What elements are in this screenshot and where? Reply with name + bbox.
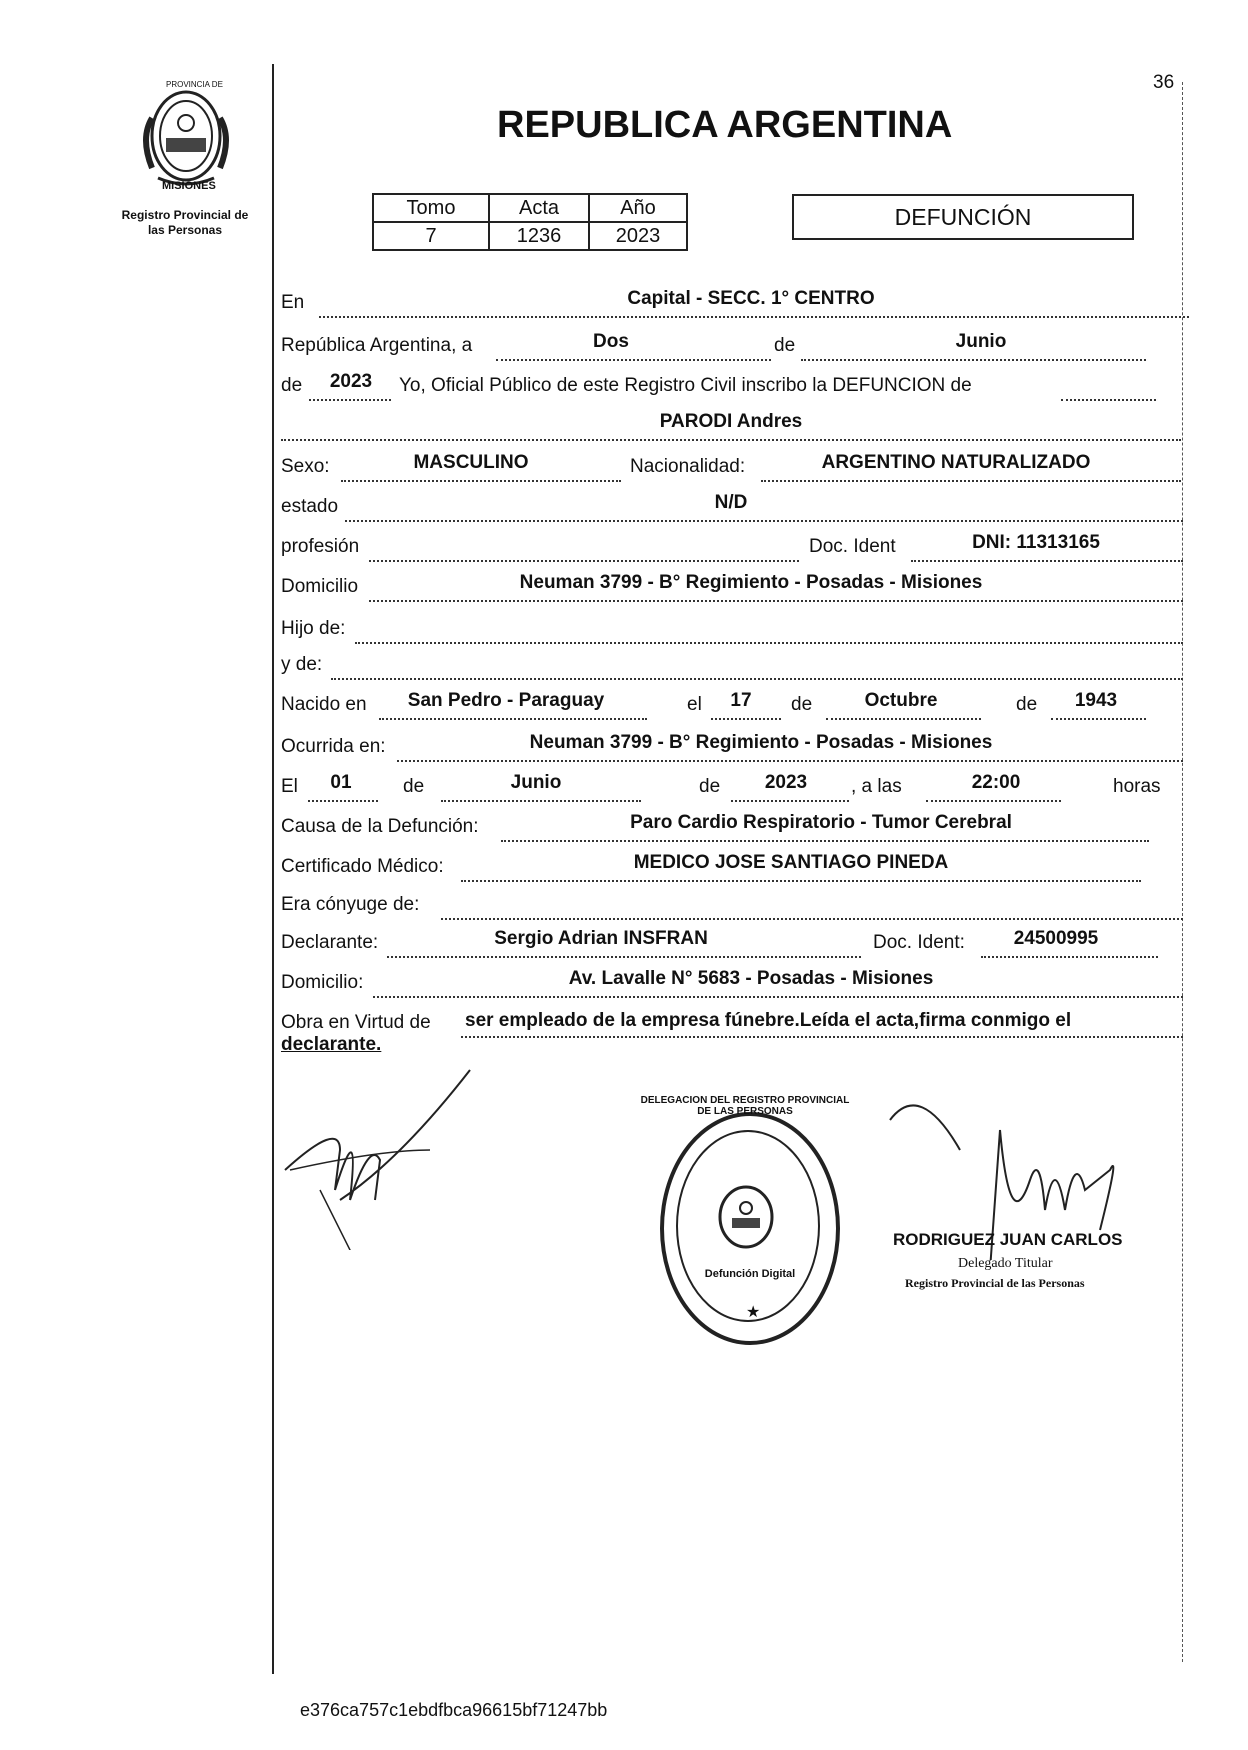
domicilio-label: Domicilio <box>281 576 359 597</box>
obra-value: ser empleado de la empresa fúnebre.Leída el acta,firma conmigo el <box>465 1010 1072 1031</box>
domicilio-value: Neuman 3799 - B° Regimiento - Posadas - Misiones <box>519 572 983 593</box>
ano-value: 2023 <box>589 222 687 250</box>
en-value: Capital - SECC. 1° CENTRO <box>627 288 875 309</box>
tomo-header: Tomo <box>373 194 489 222</box>
doc-ident-label: Doc. Ident <box>809 536 896 557</box>
page-number: 36 <box>1153 72 1175 93</box>
declarante-label: Declarante: <box>281 932 379 953</box>
record-table <box>372 193 688 251</box>
doc-ident-value: DNI: 11313165 <box>972 532 1100 553</box>
death-month: Junio <box>510 772 562 793</box>
alas-label: , a las <box>851 776 902 797</box>
left-margin-line <box>272 64 274 1674</box>
emblem-bottom-text: MISIONES <box>162 180 216 192</box>
year-value: 2023 <box>329 371 373 392</box>
inscribe-text: Yo, Oficial Público de este Registro Civil inscribo la DEFUNCION de <box>399 375 972 396</box>
decl-doc-label: Doc. Ident: <box>873 932 965 953</box>
de-d1-label: de <box>403 776 425 797</box>
province-emblem <box>128 78 244 196</box>
birth-day: 17 <box>730 690 752 711</box>
estado-value: N/D <box>714 492 748 513</box>
officer-name: RODRIGUEZ JUAN CARLOS <box>893 1230 1123 1249</box>
decl-domicilio-value: Av. Lavalle N° 5683 - Posadas - Misiones <box>568 968 934 989</box>
ocurrida-label: Ocurrida en: <box>281 736 386 757</box>
sexo-label: Sexo: <box>281 456 330 477</box>
el-label: el <box>687 694 702 715</box>
decl-doc-value: 24500995 <box>1013 928 1099 949</box>
causa-value: Paro Cardio Respiratorio - Tumor Cerebral <box>630 812 1012 833</box>
republica-label: República Argentina, a <box>281 335 473 356</box>
ano-header: Año <box>589 194 687 222</box>
de-label: de <box>774 335 796 356</box>
officer-title: Delegado Titular <box>958 1256 1053 1271</box>
causa-label: Causa de la Defunción: <box>281 816 479 837</box>
seal-inner-text: Defunción Digital <box>704 1268 796 1280</box>
de-d2-label: de <box>699 776 721 797</box>
horas-label: horas <box>1113 776 1161 797</box>
hijo-label: Hijo de: <box>281 618 346 639</box>
tomo-value: 7 <box>373 222 489 250</box>
declarant-signature <box>280 1050 480 1250</box>
seal-outer-text: DELEGACION DEL REGISTRO PROVINCIAL DE LAS PERSONAS <box>640 1095 850 1117</box>
death-time: 22:00 <box>971 772 1021 793</box>
decl-domicilio-label: Domicilio: <box>281 972 364 993</box>
day-value: Dos <box>593 331 629 352</box>
page-title: REPUBLICA ARGENTINA <box>497 104 953 146</box>
certificado-value: MEDICO JOSE SANTIAGO PINEDA <box>633 852 949 873</box>
acta-value: 1236 <box>489 222 589 250</box>
registry-line-1: Registro Provincial de <box>121 208 249 222</box>
de2-label: de <box>281 375 303 396</box>
right-margin-line <box>1182 82 1183 1662</box>
de-b1-label: de <box>791 694 813 715</box>
emblem-top-text: PROVINCIA DE <box>166 80 223 89</box>
registry-line-2: las Personas <box>147 223 223 237</box>
nacionalidad-label: Nacionalidad: <box>630 456 746 477</box>
obra-label: Obra en Virtud de <box>281 1012 431 1033</box>
en-label: En <box>281 292 305 313</box>
conyuge-label: Era cónyuge de: <box>281 894 420 915</box>
certificado-label: Certificado Médico: <box>281 856 444 877</box>
declarante-value: Sergio Adrian INSFRAN <box>494 928 708 949</box>
seal-emblem <box>710 1180 782 1255</box>
record-type-box <box>792 194 1134 240</box>
el2-label: El <box>281 776 298 797</box>
footer-hash: e376ca757c1ebdfbca96615bf71247bb <box>300 1700 608 1720</box>
estado-label: estado <box>281 496 339 517</box>
nacido-value: San Pedro - Paraguay <box>407 690 605 711</box>
profesion-label: profesión <box>281 536 360 557</box>
nacido-label: Nacido en <box>281 694 367 715</box>
yde-label: y de: <box>281 654 323 675</box>
obra-value-2: declarante. <box>281 1034 382 1055</box>
seal-star-icon: ★ <box>746 1304 761 1321</box>
officer-office: Registro Provincial de las Personas <box>905 1276 1085 1290</box>
birth-year: 1943 <box>1074 690 1118 711</box>
registry-name <box>100 208 270 238</box>
acta-header: Acta <box>489 194 589 222</box>
nacionalidad-value: ARGENTINO NATURALIZADO <box>821 452 1091 473</box>
deceased-name: PARODI Andres <box>659 411 803 432</box>
birth-month: Octubre <box>864 690 938 711</box>
ocurrida-value: Neuman 3799 - B° Regimiento - Posadas - Misiones <box>529 732 993 753</box>
death-day: 01 <box>330 772 352 793</box>
de-b2-label: de <box>1016 694 1038 715</box>
month-value: Junio <box>955 331 1007 352</box>
record-type: DEFUNCIÓN <box>894 204 1032 230</box>
death-year: 2023 <box>764 772 808 793</box>
sexo-value: MASCULINO <box>413 452 529 473</box>
